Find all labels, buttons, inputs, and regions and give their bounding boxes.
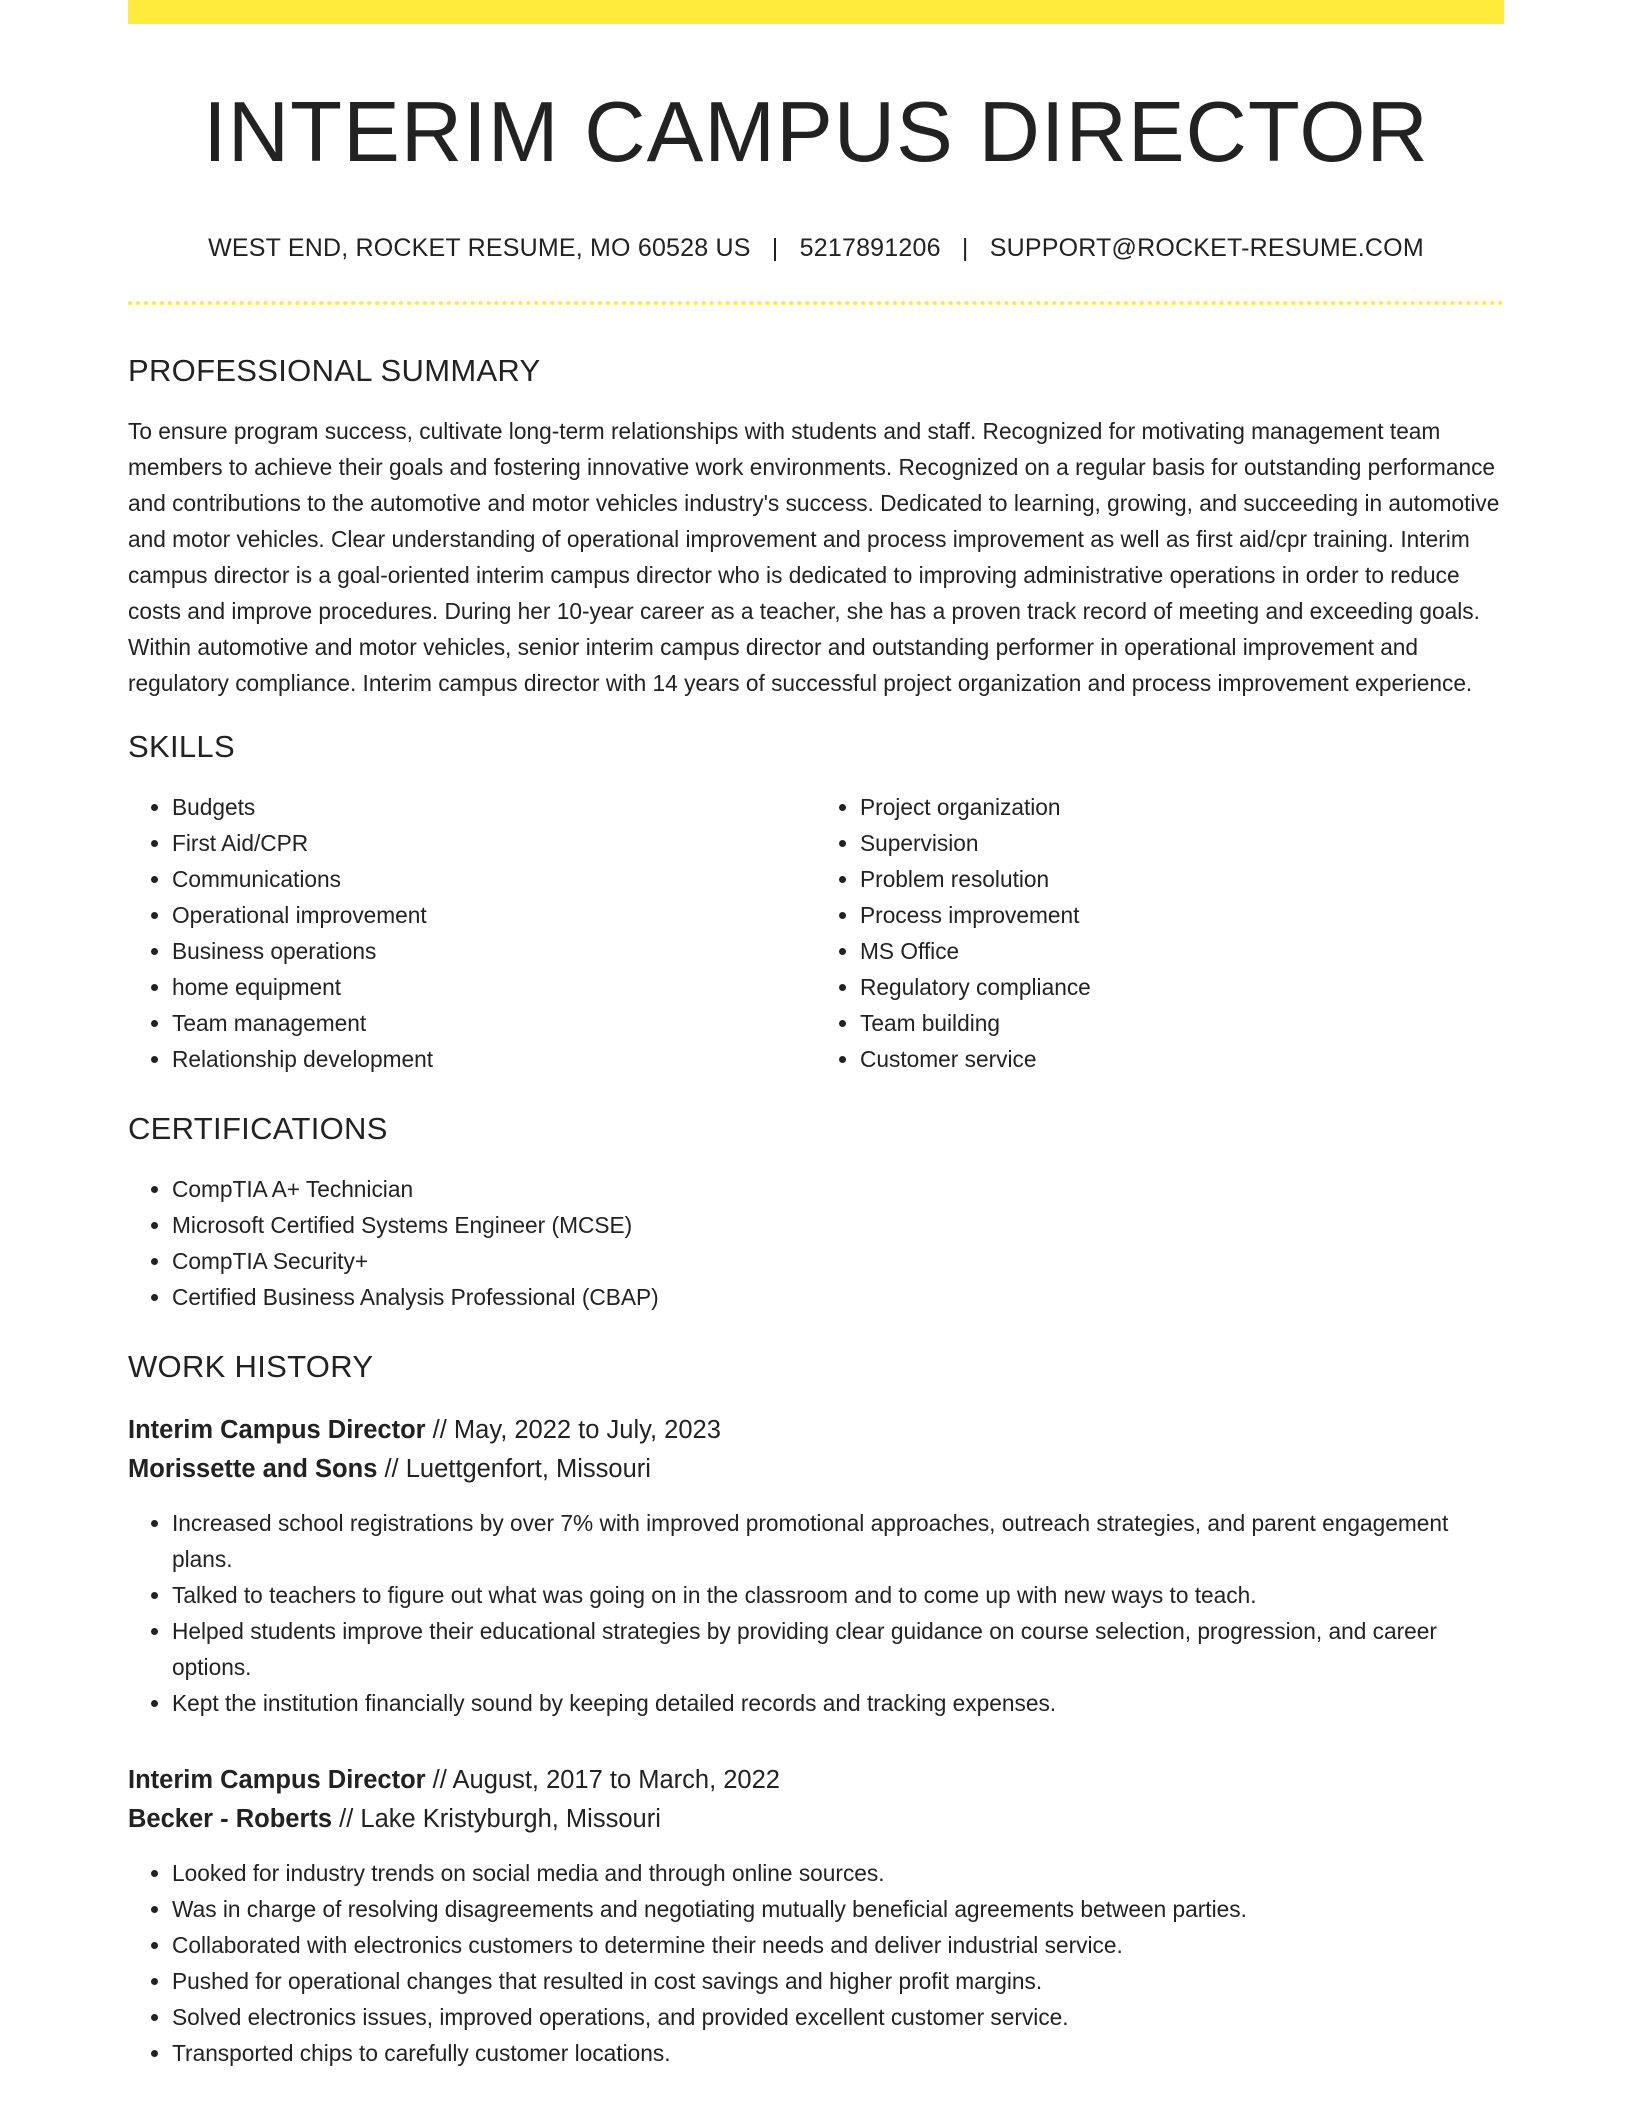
skill-item: • Process improvement [860,897,1504,933]
skill-item: • MS Office [860,933,1504,969]
skills-section [128,729,1504,1077]
certifications-heading: CERTIFICATIONS [128,1110,388,1146]
skill-item: • Relationship development [172,1041,816,1077]
skill-item: • Problem resolution [860,861,1504,897]
contact-phone: 5217891206 [799,233,941,262]
job-dates: // May, 2022 to July, 2023 [425,1415,721,1444]
job-entry [128,1411,1504,1721]
job-bullet: • Looked for industry trends on social media and through online sources. [172,1855,1504,1891]
job-location: // Lake Kristyburgh, Missouri [332,1804,661,1833]
contact-separator: | [771,233,779,262]
skill-item: • Budgets [172,789,816,825]
summary-heading: PROFESSIONAL SUMMARY [128,352,541,388]
job-bullet: • Helped students improve their educational strategies by providing clear guidance on course selection, progression, and career options. [172,1613,1504,1685]
job-bullet: • Increased school registrations by over 7% with improved promotional approaches, outreach strategies, and parent engagement plans. [172,1505,1504,1577]
skill-item: • home equipment [172,969,816,1005]
job-company: Morissette and Sons [128,1454,378,1483]
certifications-section [128,1111,1504,1315]
dotted-divider [128,301,1504,305]
job-company: Becker - Roberts [128,1804,333,1833]
skill-item: • Team building [860,1005,1504,1041]
skill-item: • Communications [172,861,816,897]
skill-item: • Customer service [860,1041,1504,1077]
job-title: Interim Campus Director [128,1415,426,1444]
job-bullet: • Solved electronics issues, improved operations, and provided excellent customer service. [172,1999,1504,2035]
skills-list-left [128,789,816,1077]
skill-item: • Supervision [860,825,1504,861]
summary-section [128,353,1504,701]
top-accent-bar [128,0,1504,24]
job-bullet: • Transported chips to carefully customer locations. [172,2035,1504,2071]
job-bullets [128,1855,1504,2071]
certification-item: • Certified Business Analysis Professional (CBAP) [172,1279,1504,1315]
job-bullet: • Pushed for operational changes that resulted in cost savings and higher profit margins. [172,1963,1504,1999]
job-title-line [128,1761,1504,1800]
job-bullet: • Collaborated with electronics customers to determine their needs and deliver industrial service. [172,1927,1504,1963]
skills-heading: SKILLS [128,728,235,764]
job-bullets [128,1505,1504,1721]
skill-item: • Regulatory compliance [860,969,1504,1005]
certification-item: • CompTIA Security+ [172,1243,1504,1279]
job-entry [128,1761,1504,2071]
contact-email: SUPPORT@ROCKET-RESUME.COM [989,233,1424,262]
job-bullet: • Was in charge of resolving disagreements and negotiating mutually beneficial agreements between parties. [172,1891,1504,1927]
certification-item: • CompTIA A+ Technician [172,1171,1504,1207]
skill-item: • Team management [172,1005,816,1041]
resume-name: INTERIM CAMPUS DIRECTOR [203,85,1429,180]
job-company-line [128,1450,1504,1489]
work-history-heading: WORK HISTORY [128,1348,374,1384]
contact-address: WEST END, ROCKET RESUME, MO 60528 US [208,233,751,262]
contact-line [128,234,1504,263]
job-location: // Luettgenfort, Missouri [377,1454,651,1483]
skills-list-right [816,789,1504,1077]
skill-item: • First Aid/CPR [172,825,816,861]
skill-item: • Project organization [860,789,1504,825]
job-title-line [128,1411,1504,1450]
job-bullet: • Talked to teachers to figure out what was going on in the classroom and to come up with new ways to teach. [172,1577,1504,1613]
skills-columns [128,789,1504,1077]
job-company-line [128,1800,1504,1839]
job-dates: // August, 2017 to March, 2022 [425,1765,780,1794]
job-bullet: • Kept the institution financially sound by keeping detailed records and tracking expenses. [172,1685,1504,1721]
work-history-section [128,1349,1504,2071]
certification-item: • Microsoft Certified Systems Engineer (MCSE) [172,1207,1504,1243]
certifications-list [128,1171,1504,1315]
skill-item: • Business operations [172,933,816,969]
job-title: Interim Campus Director [128,1765,426,1794]
summary-text: To ensure program success, cultivate long-term relationships with students and staff. Recognized for motivating management team members to achieve their goals and fostering innovative work environments. Recognized on a regular basis for outstanding performance and contributions to the automotive and motor vehicles industry's success. Dedicated to learning, growing, and succeeding in automotive and motor vehicles. Clear understanding of operational improvement and process improvement as well as first aid/cpr training. Interim campus director is a goal-oriented interim campus director who is dedicated to improving administrative operations in order to reduce costs and improve procedures. During her 10-year career as a teacher, she has a proven track record of meeting and exceeding goals. Within automotive and motor vehicles, senior interim campus director and outstanding performer in operational improvement and regulatory compliance. Interim campus director with 14 years of successful project organization and process improvement experience. [128,417,1500,696]
contact-separator: | [961,233,969,262]
skill-item: • Operational improvement [172,897,816,933]
resume-page [128,0,1504,2071]
